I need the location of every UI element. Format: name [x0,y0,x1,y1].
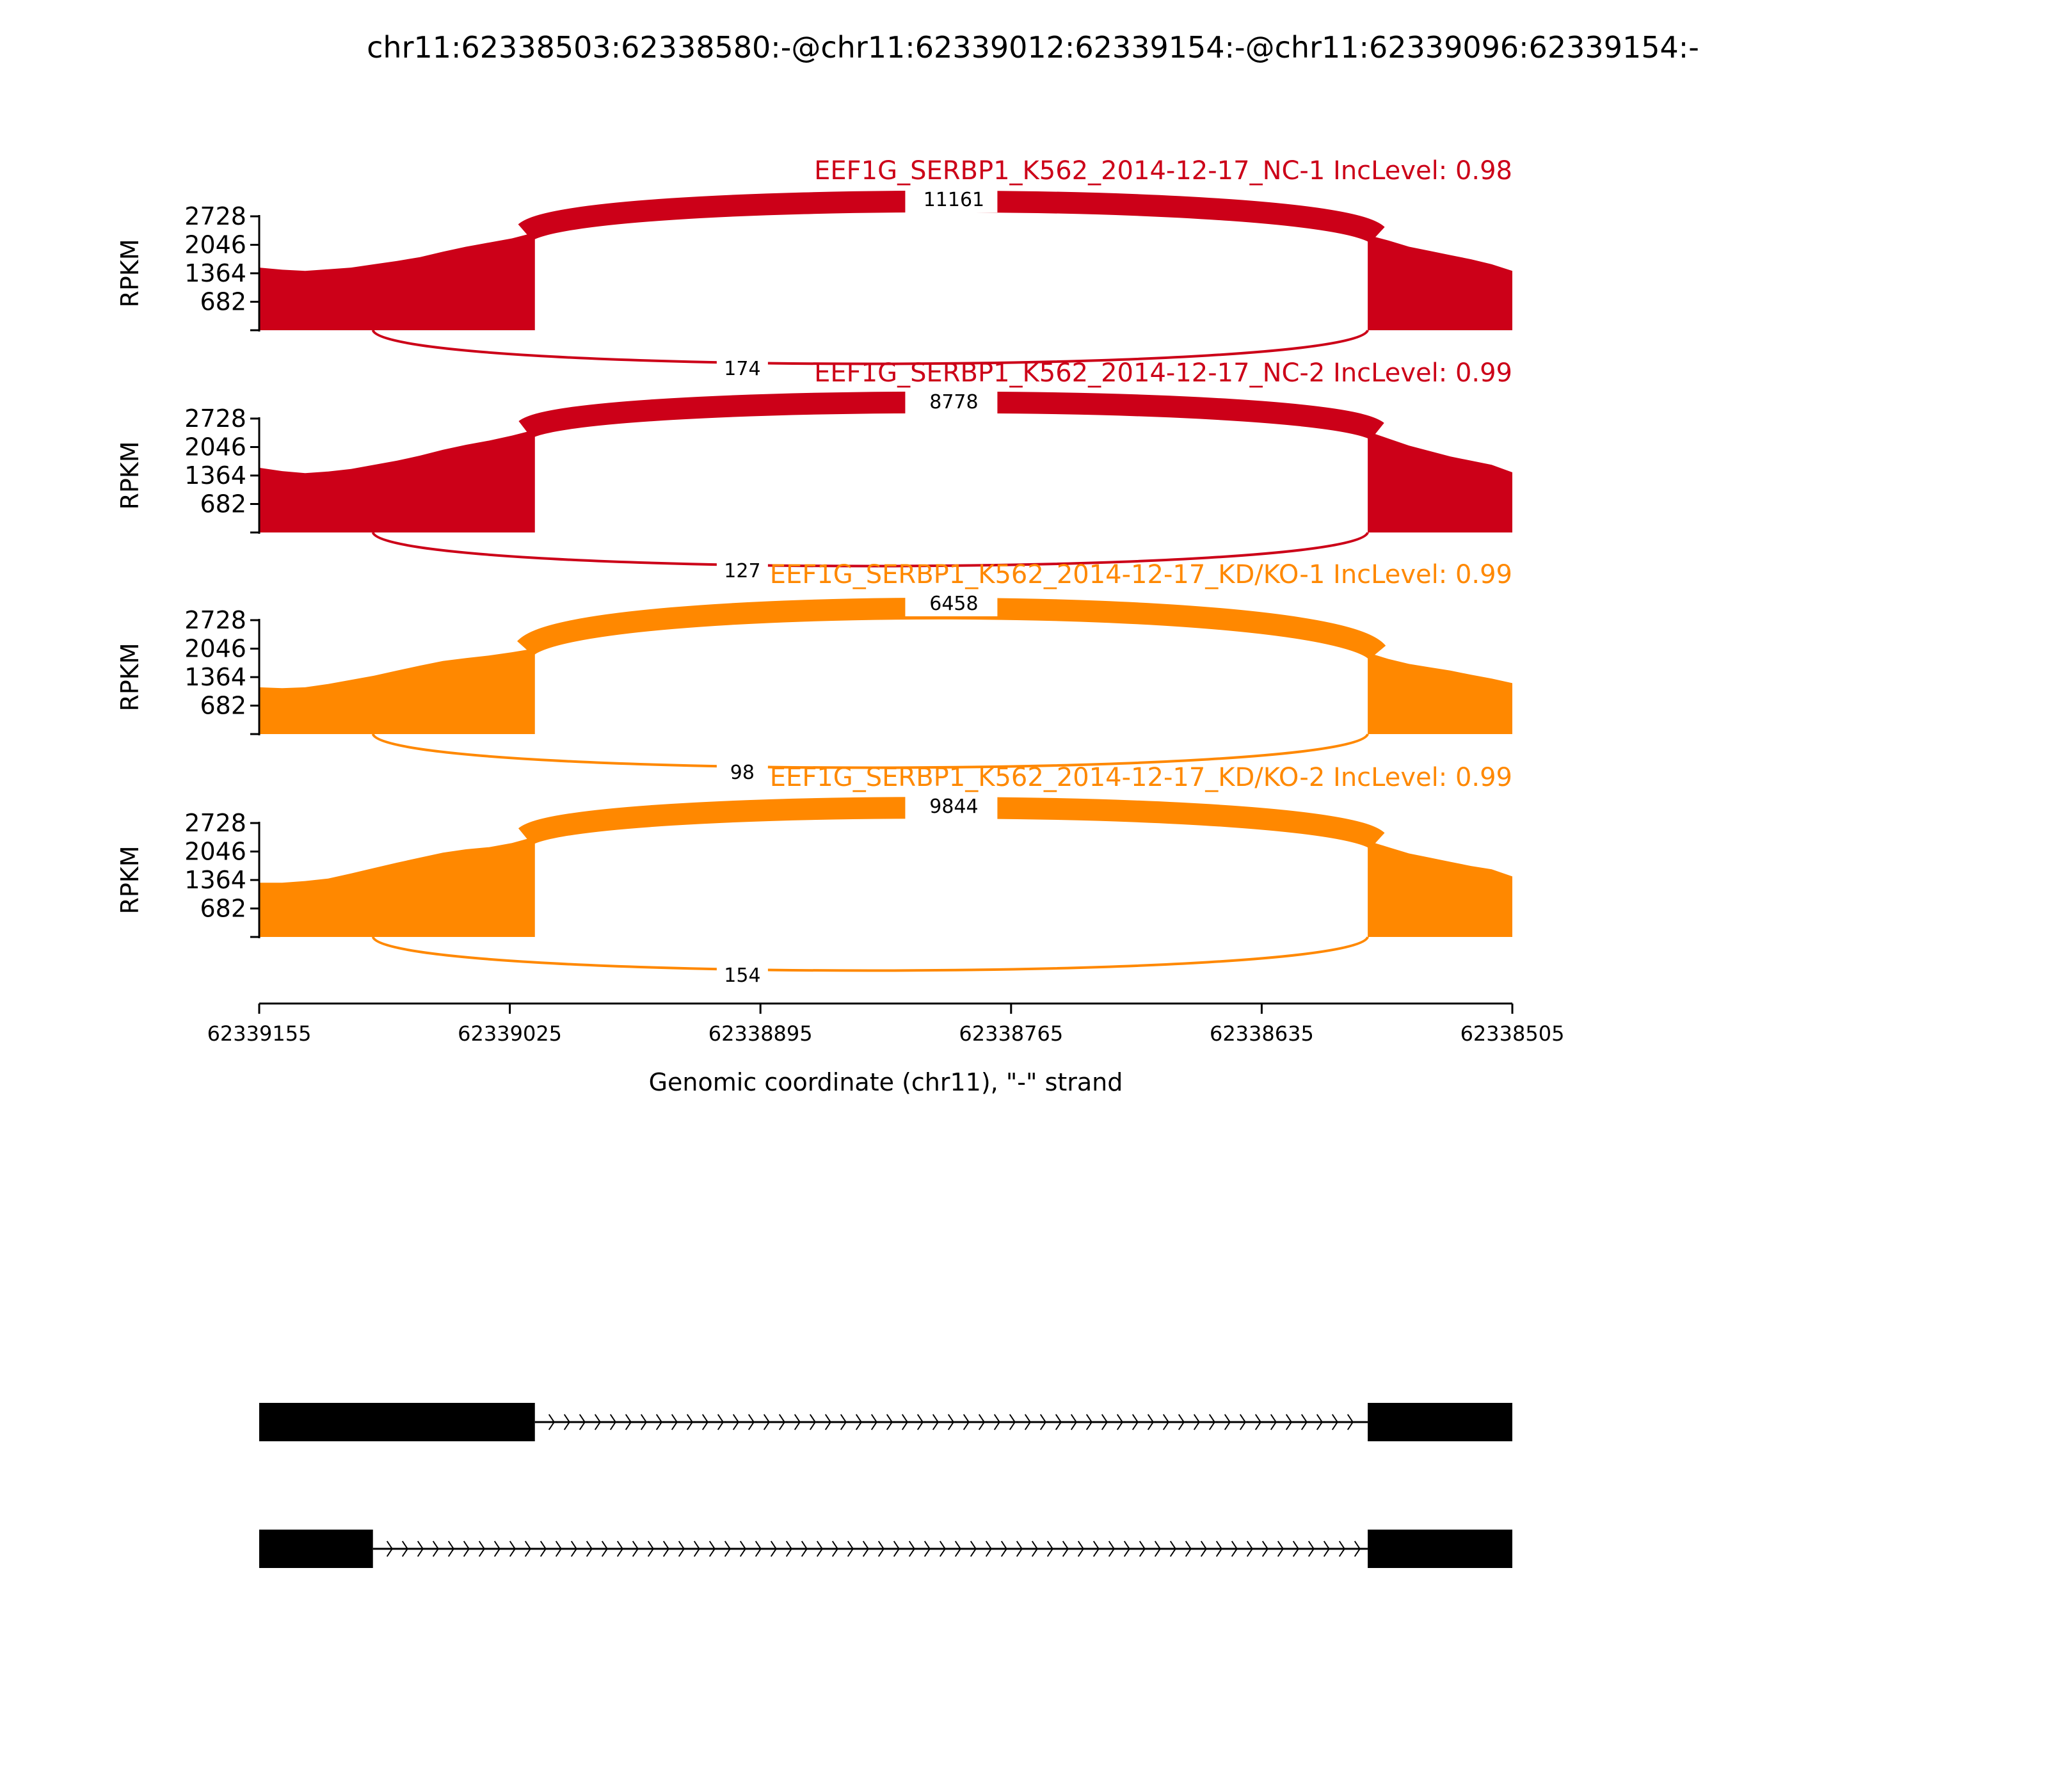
y-tick-label: 2046 [184,837,246,866]
skipping-count: 154 [724,964,761,987]
track-title: EEF1G_SERBP1_K562_2014-12-17_NC-2 IncLevel: 0.99 [814,358,1512,388]
coverage-area-right [1368,653,1512,734]
y-axis-label: RPKM [116,441,144,510]
coverage-area-right [1368,431,1512,532]
coverage-area-right [1368,841,1512,937]
x-tick-label: 62338765 [959,1021,1064,1046]
exon-block [1368,1530,1512,1568]
track-2 [116,358,1512,582]
y-axis-label: RPKM [116,239,144,308]
y-tick-label: 1364 [184,461,246,490]
track-title: EEF1G_SERBP1_K562_2014-12-17_KD/KO-1 IncLevel: 0.99 [769,560,1512,589]
inclusion-count: 9844 [929,796,979,818]
coverage-area-left [259,648,535,734]
track-3 [116,560,1512,784]
track-title: EEF1G_SERBP1_K562_2014-12-17_KD/KO-2 IncLevel: 0.99 [769,763,1512,792]
y-tick-label: 2728 [184,809,246,837]
y-axis-label: RPKM [116,643,144,712]
y-tick-label: 2728 [184,202,246,230]
y-tick-label: 2046 [184,230,246,259]
track-title: EEF1G_SERBP1_K562_2014-12-17_NC-1 IncLevel: 0.98 [814,156,1512,186]
coverage-tracks [116,156,1512,987]
y-axis-label: RPKM [116,845,144,915]
inclusion-count: 6458 [929,593,979,615]
coverage-area-right [1368,235,1512,330]
coverage-area-left [259,836,535,937]
x-tick-label: 62338895 [708,1021,813,1046]
y-tick-label: 682 [200,490,246,518]
x-tick-label: 62338505 [1460,1021,1565,1046]
y-tick-label: 2728 [184,404,246,433]
track-4 [116,763,1512,987]
x-axis-label: Genomic coordinate (chr11), "-" strand [648,1068,1123,1096]
skipping-count: 98 [730,762,755,784]
coverage-area-left [259,232,535,330]
x-tick-label: 62339025 [458,1021,563,1046]
figure-title: chr11:62338503:62338580:-@chr11:62339012:62339154:-@chr11:62339096:62339154:- [367,30,1699,65]
y-tick-label: 682 [200,894,246,923]
x-axis [207,1004,1565,1046]
y-tick-label: 682 [200,287,246,316]
inclusion-count: 8778 [929,391,979,413]
exon-block [259,1530,373,1568]
skipping-count: 127 [724,560,761,582]
y-tick-label: 682 [200,691,246,720]
x-tick-label: 62339155 [207,1021,312,1046]
y-tick-label: 1364 [184,866,246,894]
skipping-junction-arc [373,937,1368,971]
track-1 [116,156,1512,380]
transcript-2 [259,1530,1512,1568]
gene-models [259,1403,1512,1568]
y-tick-label: 2046 [184,634,246,663]
y-tick-label: 1364 [184,259,246,287]
inclusion-count: 11161 [923,189,985,211]
transcript-1 [259,1403,1512,1441]
exon-block [1368,1403,1512,1441]
y-tick-label: 1364 [184,663,246,691]
coverage-area-left [259,430,535,533]
y-tick-label: 2046 [184,433,246,461]
exon-block [259,1403,535,1441]
skipping-count: 174 [724,358,761,380]
y-tick-label: 2728 [184,606,246,634]
x-tick-label: 62338635 [1209,1021,1314,1046]
